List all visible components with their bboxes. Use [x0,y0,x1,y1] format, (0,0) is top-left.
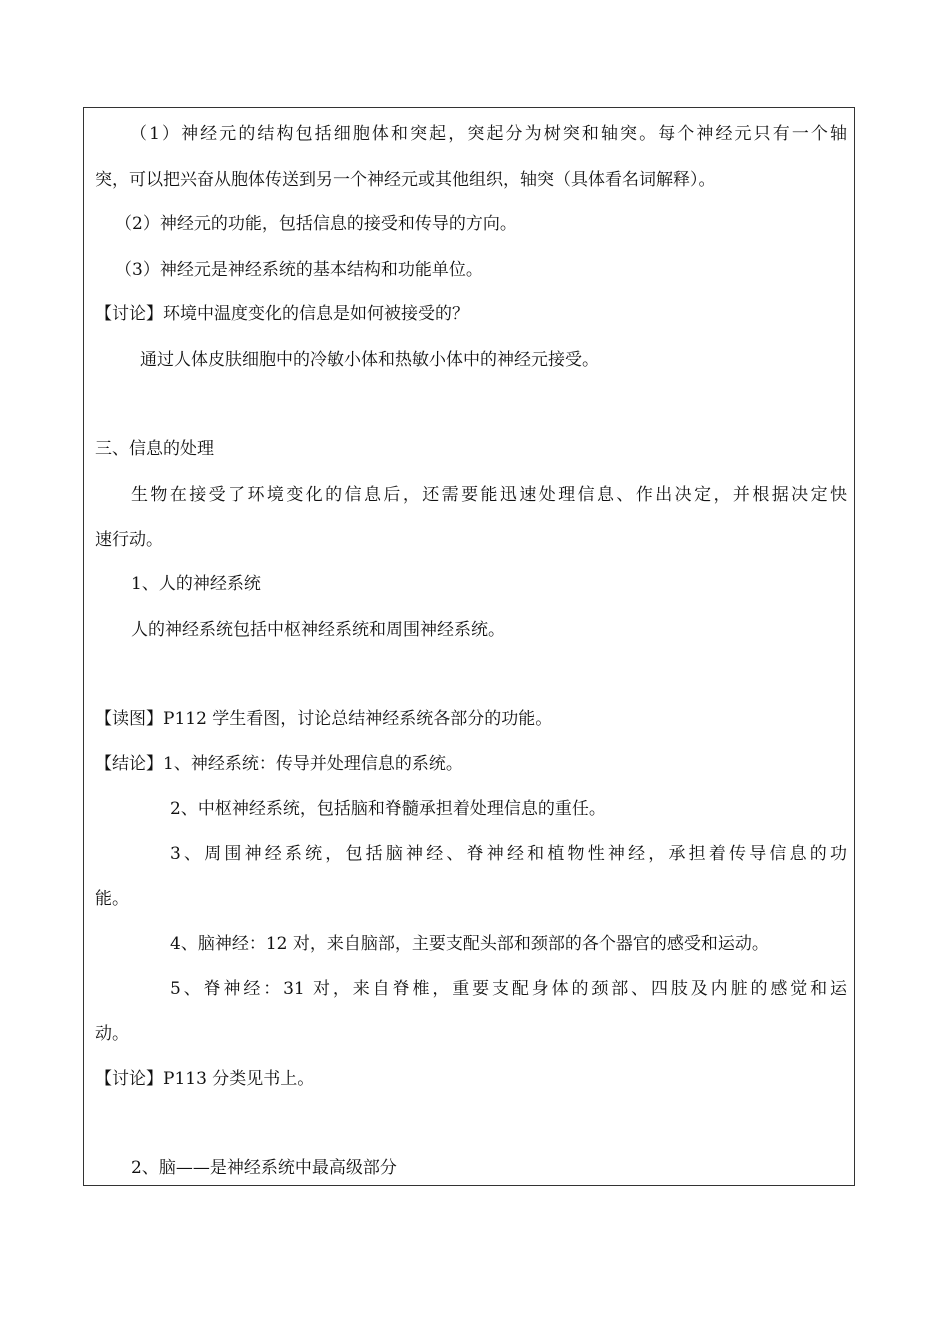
text-conclusion-5b: 动。 [95,1024,129,1044]
text-neuron-function: （2）神经元的功能，包括信息的接受和传导的方向。 [115,214,517,234]
text-neuron-structure-1: （1）神经元的结构包括细胞体和突起，突起分为树突和轴突。每个神经元只有一个轴 [130,124,847,144]
text-conclusion-1: 【结论】1、神经系统：传导并处理信息的系统。 [95,754,463,774]
text-neuron-structure-2: 突，可以把兴奋从胞体传送到另一个神经元或其他组织，轴突（具体看名词解释）。 [95,170,716,190]
text-reading-figure: 【读图】P112 学生看图，讨论总结神经系统各部分的功能。 [95,709,553,729]
text-discussion-answer: 通过人体皮肤细胞中的冷敏小体和热敏小体中的神经元接受。 [140,350,599,370]
text-conclusion-3a: 3、周围神经系统，包括脑神经、脊神经和植物性神经，承担着传导信息的功 [170,844,847,864]
text-conclusion-3b: 能。 [95,889,129,909]
text-discussion-temperature: 【讨论】环境中温度变化的信息是如何被接受的？ [95,304,469,324]
text-nervous-system-parts: 人的神经系统包括中枢神经系统和周围神经系统。 [131,620,505,640]
text-conclusion-2: 2、中枢神经系统，包括脑和脊髓承担着处理信息的重任。 [170,799,606,819]
text-discussion-p113: 【讨论】P113 分类见书上。 [95,1069,315,1089]
subheading-human-nervous-system: 1、人的神经系统 [131,574,261,594]
section-heading-info-processing: 三、信息的处理 [95,439,214,459]
subheading-brain: 2、脑——是神经系统中最高级部分 [131,1158,397,1178]
text-conclusion-5a: 5、脊神经：31 对，来自脊椎，重要支配身体的颈部、四肢及内脏的感觉和运 [170,979,847,999]
text-processing-intro-2: 速行动。 [95,530,163,550]
text-conclusion-4: 4、脑神经：12 对，来自脑部，主要支配头部和颈部的各个器官的感受和运动。 [170,934,769,954]
text-neuron-unit: （3）神经元是神经系统的基本结构和功能单位。 [115,260,483,280]
text-processing-intro-1: 生物在接受了环境变化的信息后，还需要能迅速处理信息、作出决定，并根据决定快 [131,485,847,505]
